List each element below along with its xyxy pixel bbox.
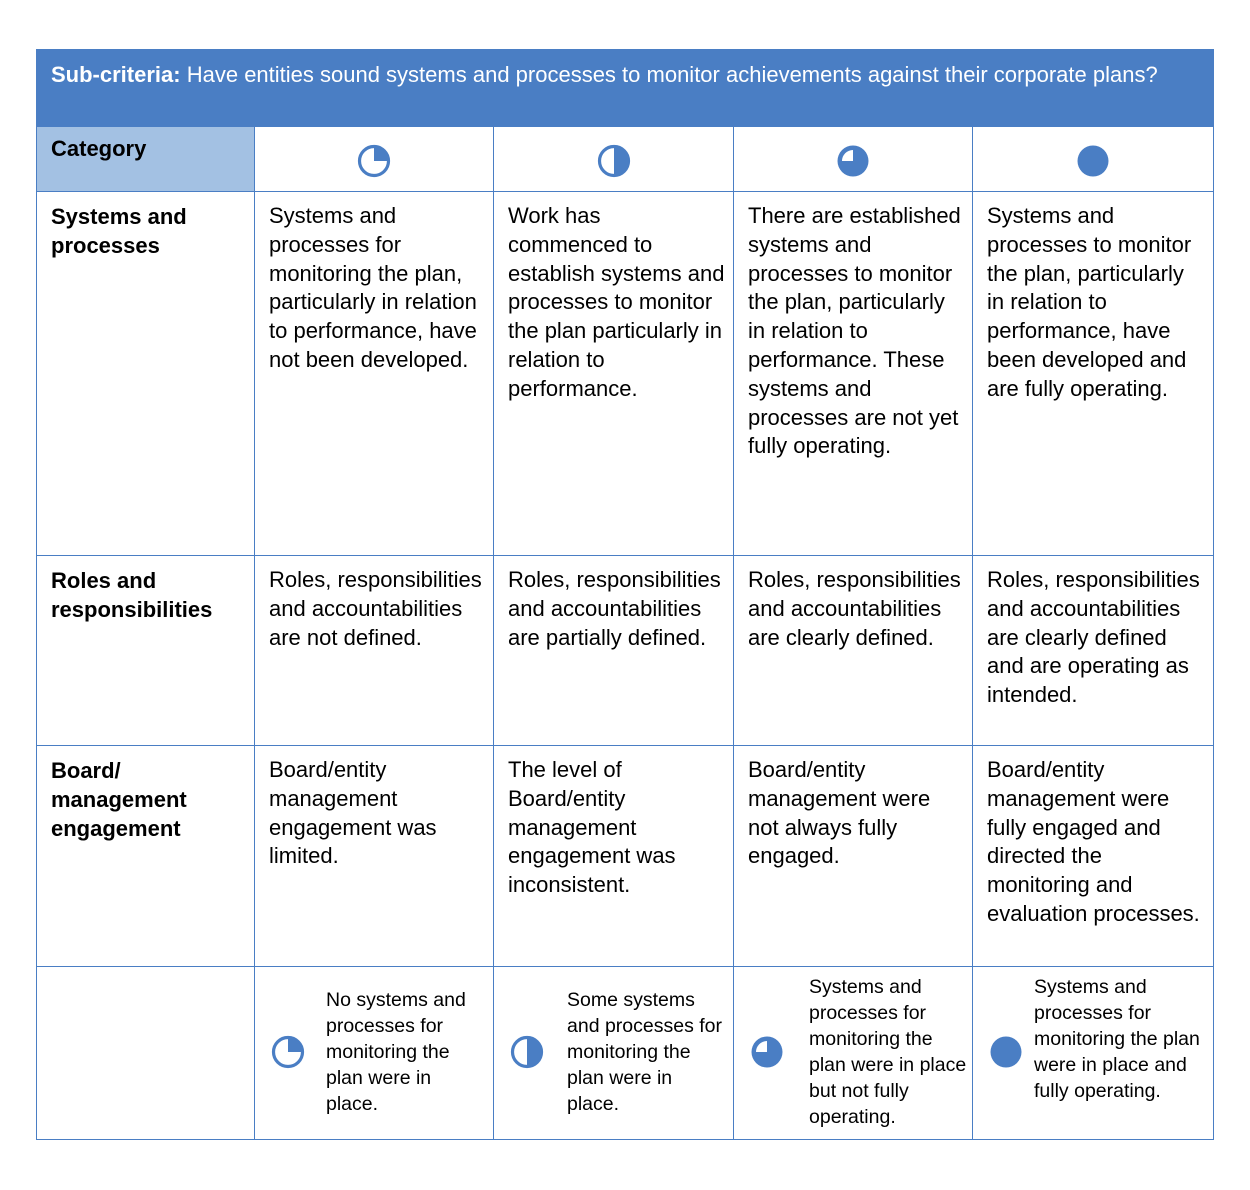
rubric-cell: Roles, responsibilities and accountabilities are clearly defined. (734, 556, 973, 746)
title-row (37, 50, 1214, 127)
three-quarter-filled-circle-icon (750, 1035, 784, 1069)
rubric-cell: Work has commenced to establish systems and processes to monitor the plan particularly in relation to performance. (494, 192, 734, 556)
legend-item (255, 967, 494, 1140)
legend-row (37, 967, 1214, 1140)
level-3-header (734, 127, 973, 192)
sub-criteria-question: Have entities sound systems and processes to monitor achievements against their corporate plans? (186, 62, 1158, 87)
sub-criteria-title (37, 50, 1214, 127)
header-row (37, 127, 1214, 192)
rubric-cell: The level of Board/entity management engagement was inconsistent. (494, 746, 734, 967)
rubric-table (36, 49, 1214, 1140)
legend-empty-cell (37, 967, 255, 1140)
full-circle-icon (1076, 144, 1110, 178)
legend-item (494, 967, 734, 1140)
level-4-header (973, 127, 1214, 192)
rubric-cell: Roles, responsibilities and accountabilities are clearly defined and are operating as intended. (973, 556, 1214, 746)
legend-text: No systems and processes for monitoring the plan were in place. (326, 989, 466, 1115)
category-header: Category (37, 127, 255, 192)
legend-text: Systems and processes for monitoring the plan were in place and fully operating. (1034, 976, 1200, 1102)
legend-item (973, 967, 1214, 1140)
row-category: Roles and responsibilities (37, 556, 255, 746)
half-filled-circle-icon (510, 1035, 544, 1069)
full-circle-icon (989, 1035, 1023, 1069)
half-filled-circle-icon (597, 144, 631, 178)
three-quarter-filled-circle-icon (836, 144, 870, 178)
level-2-header (494, 127, 734, 192)
legend-text: Some systems and processes for monitoring the plan were in place. (567, 989, 723, 1115)
table-row (37, 556, 1214, 746)
legend-item (734, 967, 973, 1140)
level-1-header (255, 127, 494, 192)
quarter-filled-circle-icon (357, 144, 391, 178)
quarter-filled-circle-icon (271, 1035, 305, 1069)
sub-criteria-label: Sub-criteria: (51, 62, 181, 87)
rubric-cell: There are established systems and processes to monitor the plan, particularly in relation to performance. These systems and processes are not yet fully operating. (734, 192, 973, 556)
rubric-cell: Systems and processes for monitoring the plan, particularly in relation to performance, have not been developed. (255, 192, 494, 556)
rubric-cell: Board/entity management were not always fully engaged. (734, 746, 973, 967)
rubric-cell: Board/entity management engagement was limited. (255, 746, 494, 967)
legend-text: Systems and processes for monitoring the plan were in place but not fully operating. (809, 976, 967, 1128)
row-category: Board/ management engagement (37, 746, 255, 967)
table-row (37, 192, 1214, 556)
rubric-cell: Systems and processes to monitor the plan, particularly in relation to performance, have been developed and are fully operating. (973, 192, 1214, 556)
rubric-cell: Roles, responsibilities and accountabilities are not defined. (255, 556, 494, 746)
table-row (37, 746, 1214, 967)
rubric-cell: Board/entity management were fully engaged and directed the monitoring and evaluation processes. (973, 746, 1214, 967)
row-category: Systems and processes (37, 192, 255, 556)
rubric-cell: Roles, responsibilities and accountabilities are partially defined. (494, 556, 734, 746)
